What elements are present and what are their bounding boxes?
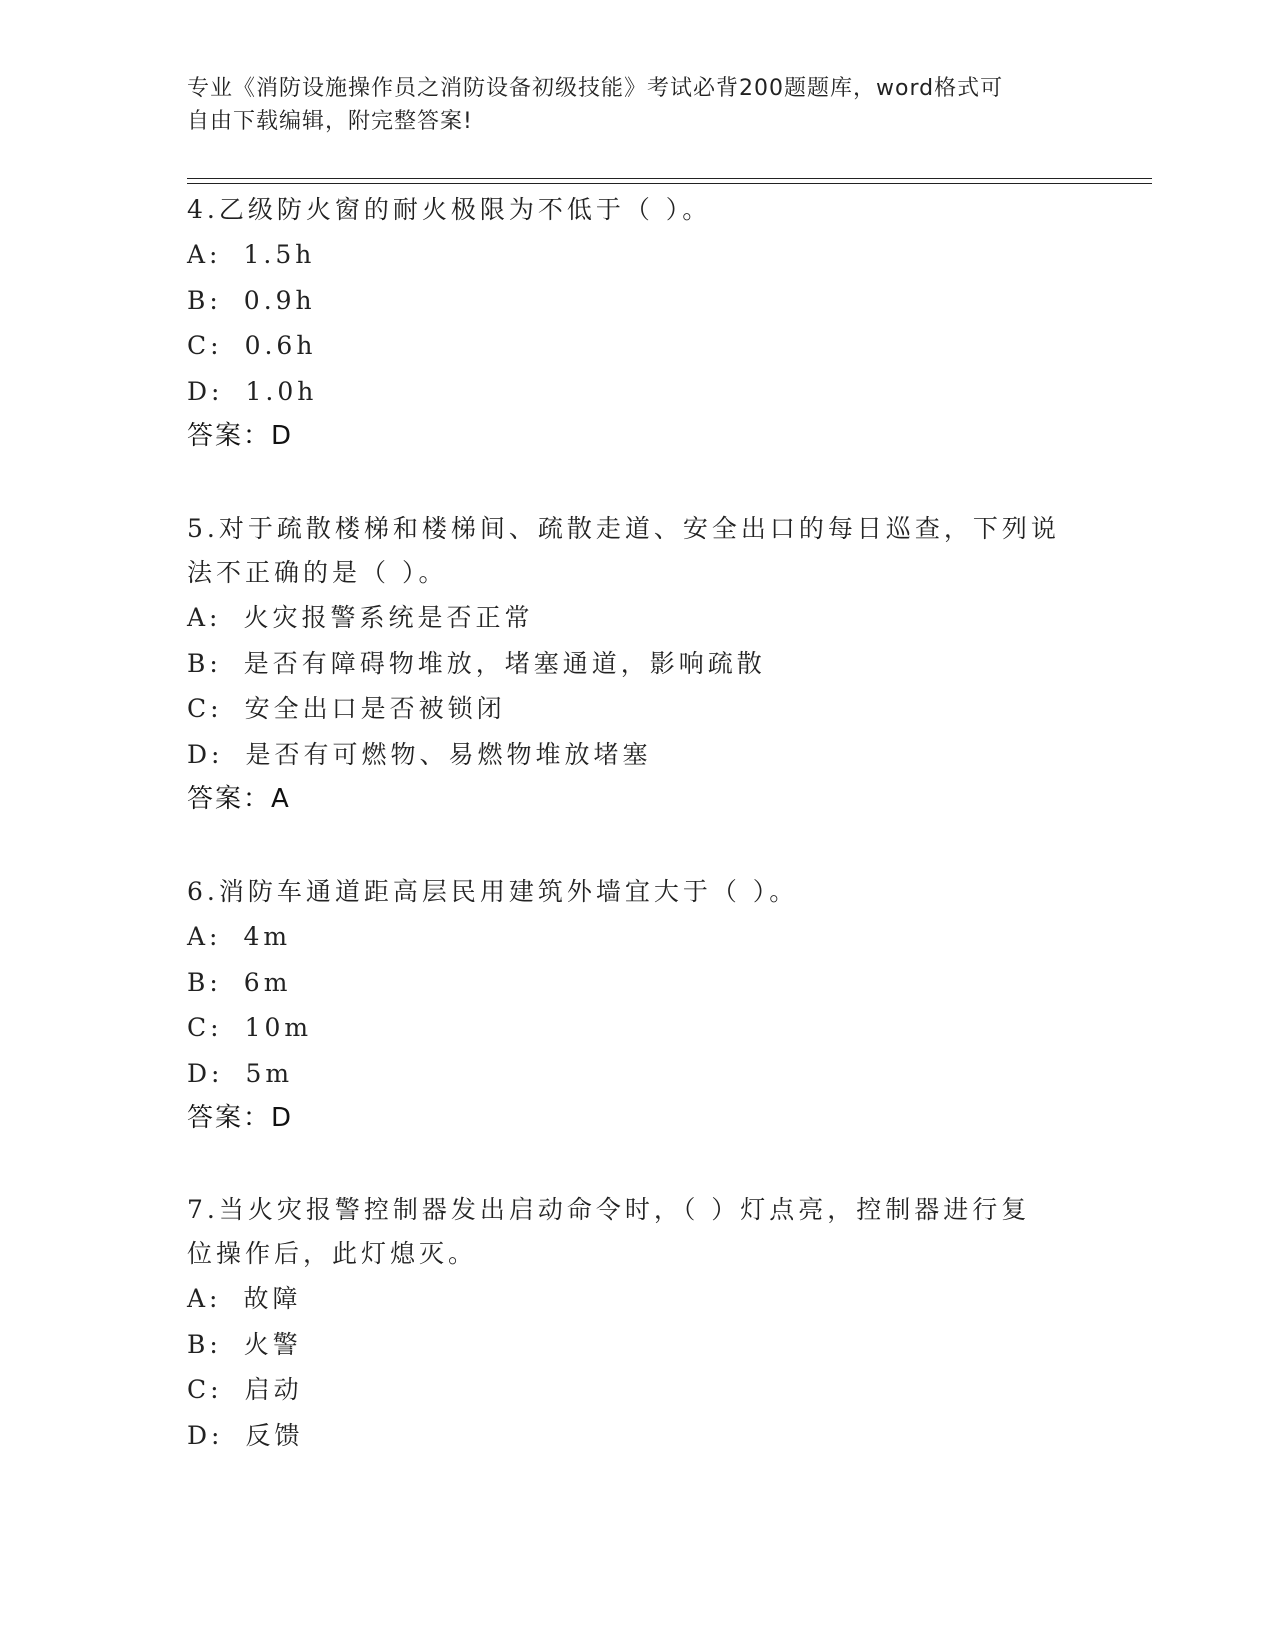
option-b: [187, 641, 1087, 687]
option-letter: C:: [187, 694, 223, 723]
option-a: [187, 595, 1087, 641]
option-d: [187, 1051, 1087, 1097]
option-c: [187, 686, 1087, 732]
answer-line: 答案：D: [187, 1103, 294, 1133]
question-text-line-1: 5.对于疏散楼梯和楼梯间、疏散走道、安全出口的每日巡查，下列说: [187, 514, 1060, 543]
option-c: [187, 1367, 1087, 1413]
option-letter: C:: [187, 1375, 223, 1404]
option-text: 启动: [244, 1375, 303, 1404]
option-letter: B:: [187, 967, 222, 997]
option-text: 火灾报警系统是否正常: [243, 603, 534, 632]
question-7: [187, 1188, 1087, 1458]
option-text: 1.5h: [243, 240, 316, 269]
option-b: [187, 278, 1087, 324]
option-text: 4m: [243, 922, 292, 951]
option-b: [187, 1322, 1087, 1368]
question-text-line-2: 法不正确的是（ ）。: [187, 558, 448, 587]
option-text: 5m: [245, 1058, 294, 1088]
option-text: 反馈: [245, 1420, 304, 1450]
option-d: [187, 732, 1087, 778]
option-text: 故障: [243, 1284, 302, 1313]
option-text: 是否有可燃物、易燃物堆放堵塞: [245, 739, 652, 769]
question-text-line-2: 位操作后，此灯熄灭。: [187, 1239, 478, 1268]
option-c: [187, 1005, 1087, 1051]
option-a: [187, 1276, 1087, 1322]
question-text-line-1: 7.当火灾报警控制器发出启动命令时，（ ）灯点亮，控制器进行复: [187, 1195, 1031, 1224]
option-c: [187, 323, 1087, 369]
option-d: [187, 369, 1087, 415]
answer-line: 答案：D: [187, 421, 294, 451]
question-text: 6.消防车通道距高层民用建筑外墙宜大于（ ）。: [187, 877, 799, 906]
option-letter: C:: [187, 1013, 223, 1042]
option-text: 0.9h: [243, 285, 316, 315]
option-letter: A:: [187, 922, 222, 951]
option-a: [187, 914, 1087, 960]
header-line-2: 自由下载编辑，附完整答案!: [187, 109, 473, 134]
option-letter: C:: [187, 331, 223, 360]
option-letter: D:: [187, 1420, 224, 1450]
question-6: [187, 870, 1087, 1142]
option-letter: B:: [187, 1329, 222, 1359]
question-4: [187, 188, 1087, 460]
option-letter: D:: [187, 1058, 224, 1088]
option-text: 0.6h: [244, 331, 317, 360]
document-header: [187, 72, 1067, 138]
option-text: 6m: [243, 967, 292, 997]
option-d: [187, 1413, 1087, 1459]
option-letter: B:: [187, 648, 222, 678]
answer-line: 答案：A: [187, 784, 291, 814]
option-letter: A:: [187, 1284, 222, 1313]
option-text: 1.0h: [245, 376, 318, 406]
option-letter: A:: [187, 603, 222, 632]
header-line-1: 专业《消防设施操作员之消防设备初级技能》考试必背200题题库，word格式可: [187, 76, 1004, 101]
option-text: 10m: [244, 1013, 313, 1042]
question-5: [187, 507, 1087, 823]
option-a: [187, 232, 1087, 278]
option-letter: B:: [187, 285, 222, 315]
option-letter: D:: [187, 376, 224, 406]
question-text: 4.乙级防火窗的耐火极限为不低于（ ）。: [187, 195, 712, 224]
option-text: 是否有障碍物堆放，堵塞通道，影响疏散: [243, 648, 766, 678]
option-text: 火警: [243, 1329, 302, 1359]
option-text: 安全出口是否被锁闭: [244, 694, 506, 723]
option-b: [187, 960, 1087, 1006]
header-divider-bottom: [187, 183, 1152, 184]
option-letter: A:: [187, 240, 222, 269]
option-letter: D:: [187, 739, 224, 769]
header-divider-top: [187, 178, 1152, 179]
